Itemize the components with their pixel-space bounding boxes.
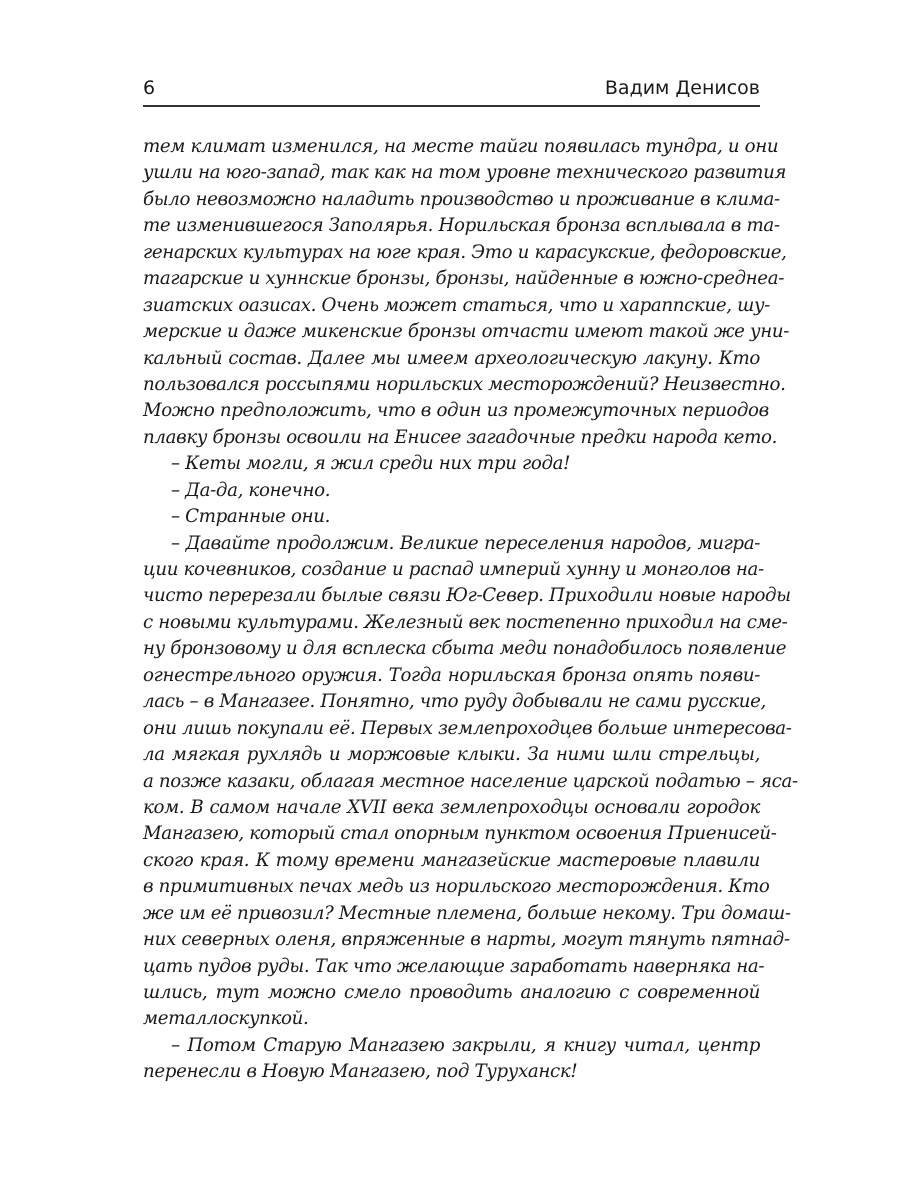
text-line: генарских культурах на юге края. Это и карасукские, федоровские,: [143, 241, 787, 263]
text-line: шлись, тут можно смело проводить аналогию с современной: [143, 982, 760, 1003]
page-number: 6: [143, 77, 156, 99]
paragraph: [143, 478, 760, 504]
text-line: – Странные они.: [171, 506, 331, 528]
text-line: перенесли в Новую Мангазею, под Туруханск!: [143, 1061, 578, 1083]
text-line: Можно предположить, что в один из промежуточных периодов: [143, 400, 769, 422]
text-line: – Кеты могли, я жил среди них три года!: [171, 453, 571, 475]
text-line: они лишь покупали её. Первых землепроходцев больше интересова-: [143, 717, 792, 739]
text-line: цать пудов руды. Так что желающие заработать наверняка на-: [143, 955, 765, 977]
text-line: плавку бронзы освоили на Енисее загадочные предки народа кето.: [143, 426, 778, 448]
text-line: лась – в Мангазее. Понятно, что руду добывали не сами русские,: [143, 691, 766, 713]
text-line: а позже казаки, облагая местное население царской податью – яса-: [143, 770, 798, 792]
text-line: ушли на юго-запад, так как на том уровне технического развития: [143, 162, 787, 184]
text-line: металлоскупкой.: [143, 1008, 309, 1030]
text-line: Мангазею, который стал опорным пунктом освоения Приенисей-: [143, 823, 777, 845]
paragraph: [143, 134, 789, 451]
paragraph: [143, 1033, 760, 1086]
text-line: те изменившегося Заполярья. Норильская бронза всплывала в та-: [143, 215, 780, 237]
text-line: ского края. К тому времени мангазейские мастеровые плавили: [143, 849, 760, 871]
page-body-text: [143, 134, 798, 1086]
text-line: них северных оленя, впряженные в нарты, могут тянуть пятнад-: [143, 929, 790, 951]
text-line: было невозможно наладить производство и проживание в клима-: [143, 188, 780, 210]
text-line: ла мягкая рухлядь и моржовые клыки. За ними шли стрельцы,: [143, 744, 760, 766]
paragraph: [143, 504, 760, 530]
text-line: тем климат изменился, на месте тайги появилась тундра, и они: [143, 136, 779, 157]
text-line: – Потом Старую Мангазею закрыли, я книгу читал, центр: [171, 1034, 760, 1056]
author-name: Вадим Денисов: [604, 77, 760, 99]
text-line: чисто перерезали былые связи Юг-Север. Приходили новые народы: [143, 585, 791, 607]
text-line: огнестрельного оружия. Тогда норильская бронза опять появи-: [143, 664, 760, 686]
text-line: в примитивных печах медь из норильского месторождения. Кто: [143, 876, 770, 898]
text-line: – Да-да, конечно.: [171, 479, 331, 501]
text-line: с новыми культурами. Железный век постепенно приходил на сме-: [143, 611, 788, 633]
text-line: ну бронзовому и для всплеска сбыта меди понадобилось появление: [143, 638, 787, 660]
text-line: мерские и даже микенские бронзы отчасти имеют такой же уни-: [143, 321, 789, 343]
text-line: зиатских оазисах. Очень может статься, что и хараппские, шу-: [143, 294, 770, 316]
text-line: пользовался россыпями норильских месторождений? Неизвестно.: [143, 373, 786, 395]
running-header: [143, 74, 760, 104]
text-line: ции кочевников, создание и распад империй хунну и монголов на-: [143, 559, 764, 580]
text-line: тагарские и хуннские бронзы, бронзы, найденные в южно-среднеа-: [143, 268, 784, 290]
text-line: же им её привозил? Местные племена, больше некому. Три домаш-: [143, 902, 791, 924]
text-line: – Давайте продолжим. Великие переселения народов, мигра-: [171, 532, 760, 554]
paragraph: [143, 451, 760, 477]
text-line: ком. В самом начале XVII века землепроходцы основали городок: [143, 796, 760, 818]
text-line: кальный состав. Далее мы имеем археологическую лакуну. Кто: [143, 347, 760, 369]
paragraph: [143, 531, 798, 1033]
header-rule: [143, 105, 760, 107]
